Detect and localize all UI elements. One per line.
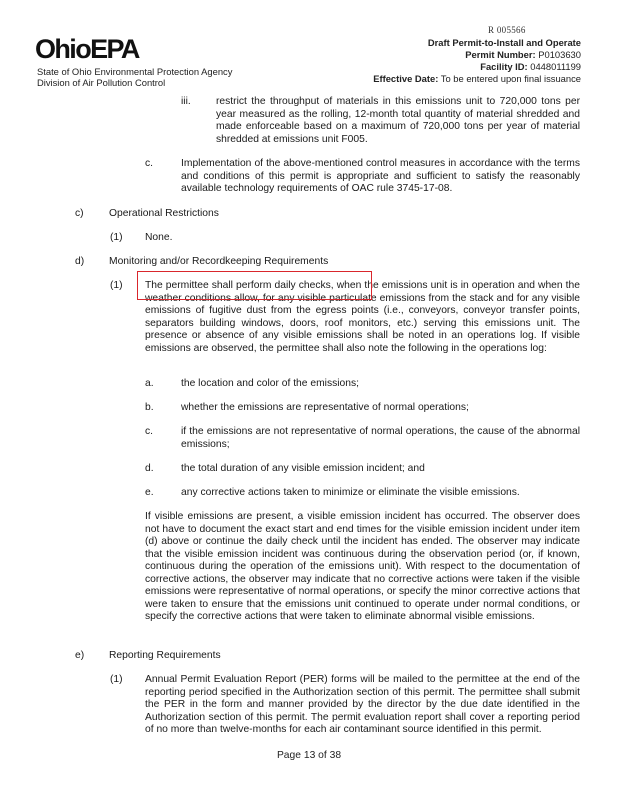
effective-date-label: Effective Date: xyxy=(373,73,439,84)
effective-date: To be entered upon final issuance xyxy=(440,73,581,84)
section-e-title: Reporting Requirements xyxy=(109,650,221,661)
document-title: Draft Permit-to-Install and Operate xyxy=(427,37,581,48)
log-item-c-text: if the emissions are not representative of normal operations, the cause of the abnormal emissions; xyxy=(181,426,580,450)
section-c-item-text: None. xyxy=(145,232,173,243)
log-item-d-text: the total duration of any visible emission incident; and xyxy=(181,463,425,474)
log-item-b-text: whether the emissions are representative of normal operations; xyxy=(181,402,469,413)
log-item-e-marker: e. xyxy=(145,487,154,498)
item-c-text: Implementation of the above-mentioned control measures in accordance with the terms and conditions of this permit is appropriate and sufficient to satisfy the reasonably available technology requirements of OAC rule 3745-17-08. xyxy=(181,158,580,194)
bates-number: R 005566 xyxy=(488,25,526,35)
page-number: Page 13 of 38 xyxy=(276,750,342,761)
item-c-marker: c. xyxy=(145,158,154,169)
section-e-item-marker: (1) xyxy=(110,674,123,685)
section-d-marker: d) xyxy=(75,256,85,267)
section-d-item-marker: (1) xyxy=(110,280,123,291)
agency-block xyxy=(37,66,232,88)
log-item-b-marker: b. xyxy=(145,402,154,413)
log-item-e-text: any corrective actions taken to minimize or eliminate the visible emissions. xyxy=(181,487,520,498)
section-c-item-marker: (1) xyxy=(110,232,123,243)
section-e-item-text: Annual Permit Evaluation Report (PER) forms will be mailed to the permittee at the end of the reporting period specified in the Authorization section of this permit. The permittee shall submit the PER in the form and manner provided by the director by the due date identified in the Authorization section of this permit. The permit evaluation report shall cover a reporting period of no more than twelve-months for each air contaminant source identified in this permit. xyxy=(145,674,580,735)
log-item-c-marker: c. xyxy=(145,426,154,437)
section-c-marker: c) xyxy=(75,208,84,219)
highlight-annotation-box xyxy=(137,271,372,300)
section-d-item-text: The permittee shall perform daily checks, when the emissions unit is in operation and when the weather conditions allow, for any visible particulate emissions from the stack and for any visible emissions of fugitive dust from the egress points (i.e., conveyors, conveyor transfer points, separators building windows, doors, roof monitors, etc.) serving this emissions unit. The presence or absence of any visible emissions shall be noted in an operations log. If visible emissions are observed, the permittee shall also note the following in the operations log: xyxy=(145,280,580,354)
log-item-a-marker: a. xyxy=(145,378,154,389)
item-iii-text: restrict the throughput of materials in this emissions unit to 720,000 tons per year measured as the rolling, 12-month total quantity of material shredded and made enforceable based on a maximum of 720,000 tons per year of material shredded at emissions unit F005. xyxy=(216,96,580,145)
section-e-marker: e) xyxy=(75,650,85,661)
permit-number-label: Permit Number: xyxy=(465,49,536,60)
facility-id: 0448011199 xyxy=(530,61,581,72)
observer-paragraph: If visible emissions are present, a visible emission incident has occurred. The observer does not have to document the exact start and end times for the visible emission incident under item (d) above or continue the daily check until the incident has ended. The observer may indicate that the visible emission incident was continuous during the observation period (or, if known, continuous during the operation of the emissions unit). With respect to the documentation of corrective actions, the observer may indicate that no corrective actions were taken if the visible emissions were representative of normal operations, or specify the minor corrective actions that were taken to ensure that the emissions unit continued to operate under normal conditions, or specify the corrective actions that were taken to eliminate abnormal visible emissions. xyxy=(145,511,580,622)
facility-id-label: Facility ID: xyxy=(480,61,528,72)
agency-name: State of Ohio Environmental Protection Agency xyxy=(37,66,233,77)
item-iii-marker: iii. xyxy=(181,96,191,107)
section-d-title: Monitoring and/or Recordkeeping Requirements xyxy=(109,256,329,267)
log-item-a-text: the location and color of the emissions; xyxy=(181,378,360,389)
section-c-title: Operational Restrictions xyxy=(109,208,219,219)
logo-text: OhioEPA xyxy=(35,34,139,64)
division-name: Division of Air Pollution Control xyxy=(37,77,166,88)
permit-number: P0103630 xyxy=(538,49,581,60)
log-item-d-marker: d. xyxy=(145,463,154,474)
ohio-epa-logo xyxy=(35,34,139,64)
permit-header xyxy=(373,37,581,85)
